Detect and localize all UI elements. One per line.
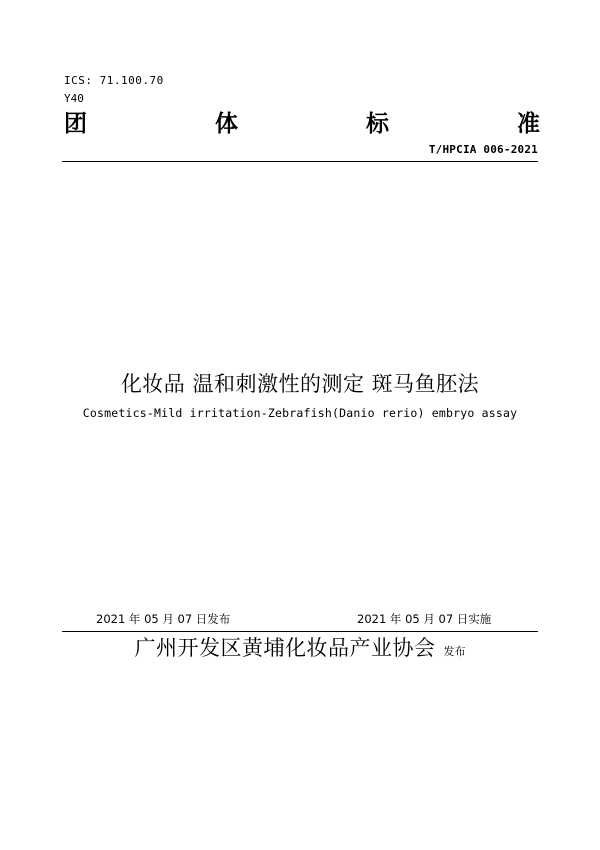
implementation-date: 2021 年 05 月 07 日实施 [357, 612, 492, 626]
header-divider [62, 161, 538, 162]
footer-divider [62, 631, 538, 632]
standard-type-heading [64, 110, 540, 138]
issue-date: 2021 年 05 月 07 日发布 [96, 612, 231, 626]
standard-number: T/HPCIA 006-2021 [428, 143, 538, 156]
standard-type-char: 准 [517, 111, 540, 137]
standard-type-char: 团 [64, 111, 87, 137]
standard-type-char: 体 [215, 111, 238, 137]
publisher-line [0, 634, 600, 662]
document-title-english: Cosmetics-Mild irritation-Zebrafish(Danio rerio) embryo assay [82, 406, 518, 420]
standard-type-char: 标 [366, 111, 389, 137]
classification-code: Y40 [64, 92, 84, 105]
publisher-name: 广州开发区黄埔化妆品产业协会 [134, 636, 436, 660]
document-title-chinese: 化妆品 温和刺激性的测定 斑马鱼胚法 [120, 372, 480, 396]
publisher-suffix: 发布 [443, 645, 466, 658]
ics-code: ICS: 71.100.70 [64, 74, 164, 87]
